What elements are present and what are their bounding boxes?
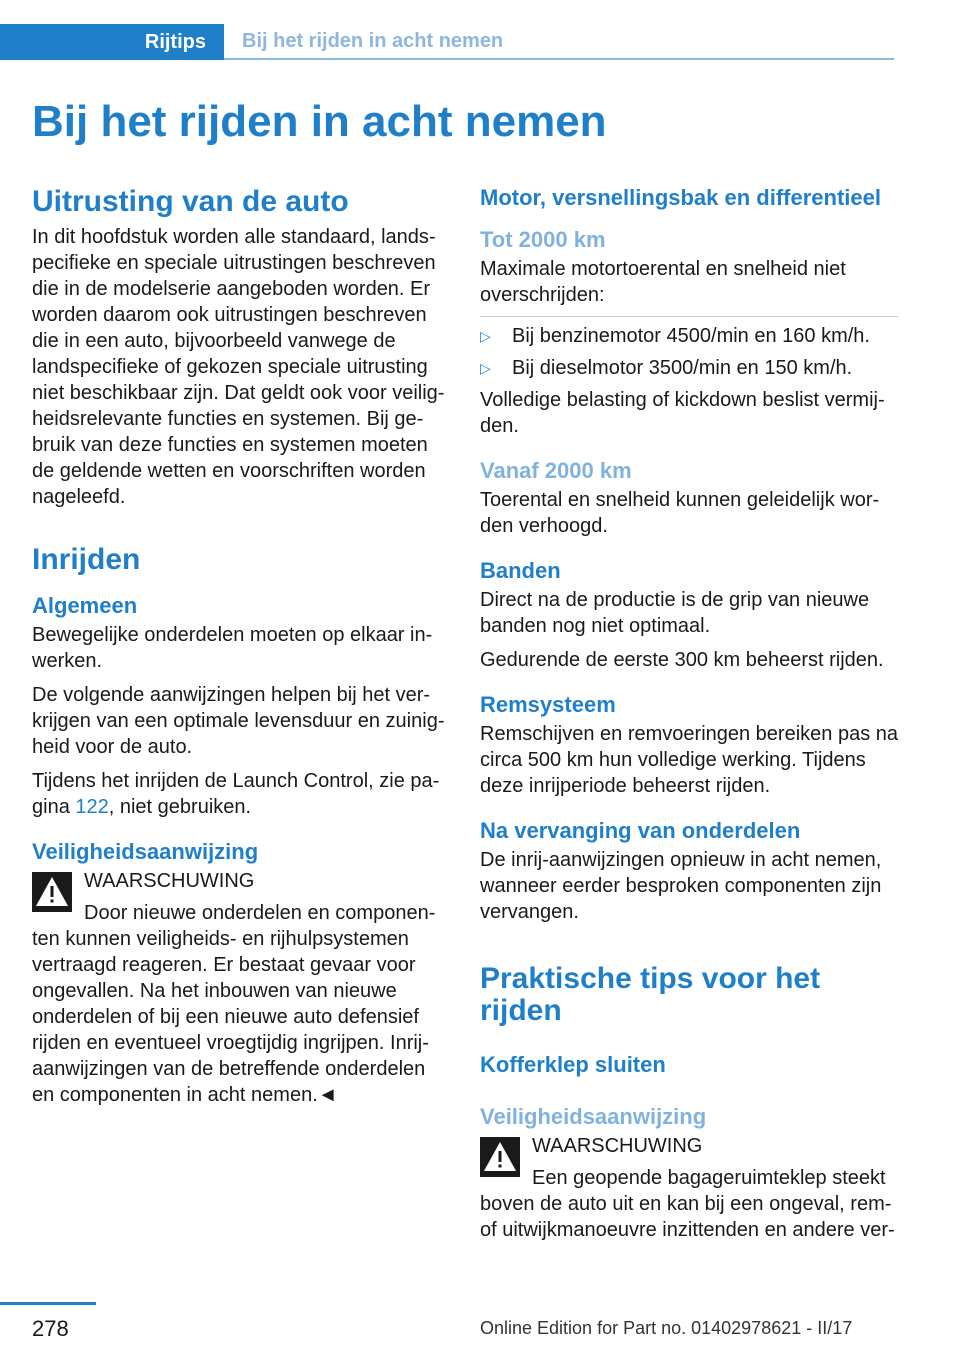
heading-banden: Banden bbox=[480, 558, 561, 583]
warning-label: WAARSCHUWING bbox=[84, 870, 255, 892]
header-section: Bij het rijden in acht nemen bbox=[224, 24, 894, 60]
list-item: ▷ Bij dieselmotor 3500/min en 150 km/h. bbox=[480, 357, 853, 379]
heading-uitrusting: Uitrusting van de auto bbox=[32, 185, 349, 218]
page-number: 278 bbox=[32, 1316, 69, 1341]
heading-praktische-tips: Praktische tips voor het rijden bbox=[480, 962, 821, 1027]
bullet-list bbox=[480, 323, 898, 381]
heading-remsysteem: Remsysteem bbox=[480, 692, 616, 717]
paragraph-remsysteem: Remschijven en remvoeringen bereiken pas na circa 500 km hun volledige werking. Tijdens deze inrijperiode beheerst rijden. bbox=[480, 723, 899, 797]
heading-inrijden: Inrijden bbox=[32, 543, 141, 576]
heading-vervanging: Na vervanging van onderdelen bbox=[480, 818, 801, 843]
footer-accent-line bbox=[0, 1302, 96, 1305]
page-title: Bij het rijden in acht nemen bbox=[32, 97, 607, 146]
warning-triangle-icon bbox=[32, 872, 72, 912]
paragraph-kickdown: Volledige belasting of kickdown beslist vermijden. bbox=[480, 389, 885, 437]
warning-block bbox=[32, 868, 450, 1108]
warning-label-2: WAARSCHUWING bbox=[532, 1135, 703, 1157]
bullet-triangle-icon: ▷ bbox=[480, 328, 491, 344]
right-column bbox=[480, 182, 898, 1249]
heading-veiligheidsaanwijzing: Veiligheidsaanwijzing bbox=[32, 839, 259, 864]
footer-edition: Online Edition for Part no. 01402978621 - II/17 bbox=[480, 1318, 853, 1338]
paragraph-algemeen-2: De volgende aanwijzingen helpen bij het verkrijgen van een optimale levensduur en zuinigheid voor de auto. bbox=[32, 684, 445, 758]
heading-veiligheidsaanwijzing-2: Veiligheidsaanwijzing bbox=[480, 1104, 707, 1129]
warning-triangle-icon bbox=[480, 1137, 520, 1177]
warning-text: Door nieuwe onderdelen en componenten kunnen veiligheids- en rijhulpsystemen vertraagd reageren. Er bestaat gevaar voor ongevallen. Na het inbouwen van nieuwe onderdelen of bij een nieuwe auto defensief rijden en eventueel vroegtijdig ingrijpen. Inrij-aanwijzingen van de betreffende onderdelen en componenten in acht nemen.◄ bbox=[32, 902, 436, 1106]
header-chapter: Rijtips bbox=[0, 24, 224, 60]
heading-kofferklep: Kofferklep sluiten bbox=[480, 1052, 666, 1077]
bullet-triangle-icon: ▷ bbox=[480, 360, 491, 376]
page-reference-link[interactable]: 122 bbox=[75, 796, 109, 818]
paragraph-vervanging: De inrij-aanwijzingen opnieuw in acht nemen, wanneer eerder besproken componenten zijn vervangen. bbox=[480, 849, 882, 923]
paragraph-banden-2: Gedurende de eerste 300 km beheerst rijden. bbox=[480, 649, 884, 671]
paragraph-algemeen-3: Tijdens het inrijden de Launch Control, zie pagina 122, niet gebruiken. bbox=[32, 770, 440, 818]
heading-vanaf-2000: Vanaf 2000 km bbox=[480, 458, 632, 483]
warning-text-2: Een geopende bagageruimteklep steekt boven de auto uit en kan bij een ongeval, rem- of uitwijkmanoeuvre inzittenden en andere ver- bbox=[480, 1167, 895, 1241]
warning-block-2 bbox=[480, 1133, 898, 1243]
heading-motor: Motor, versnellingsbak en differentieel bbox=[480, 185, 881, 210]
divider bbox=[480, 316, 898, 317]
paragraph-algemeen-1: Bewegelijke onderdelen moeten op elkaar inwerken. bbox=[32, 624, 433, 672]
list-item: ▷ Bij benzinemotor 4500/min en 160 km/h. bbox=[480, 325, 870, 347]
paragraph-tot-2000: Maximale motortoerental en snelheid niet overschrijden: bbox=[480, 258, 846, 306]
paragraph-uitrusting: In dit hoofdstuk worden alle standaard, landspecifieke en speciale uitrustingen beschreven die in de modelserie aangeboden worden. Er worden daarom ook uitrustingen beschreven die in een auto, bijvoorbeeld vanwege de landspecifieke of gekozen speciale uitrusting niet beschikbaar zijn. Dat geldt ook voor veiligheidsrelevante functies en systemen. Bij gebruik van deze functies en systemen moeten de geldende wetten en voorschriften worden nageleefd. bbox=[32, 226, 445, 508]
paragraph-banden-1: Direct na de productie is de grip van nieuwe banden nog niet optimaal. bbox=[480, 589, 870, 637]
paragraph-vanaf-2000: Toerental en snelheid kunnen geleidelijk worden verhoogd. bbox=[480, 489, 880, 537]
heading-algemeen: Algemeen bbox=[32, 593, 138, 618]
heading-tot-2000: Tot 2000 km bbox=[480, 227, 606, 252]
left-column bbox=[32, 182, 450, 1114]
